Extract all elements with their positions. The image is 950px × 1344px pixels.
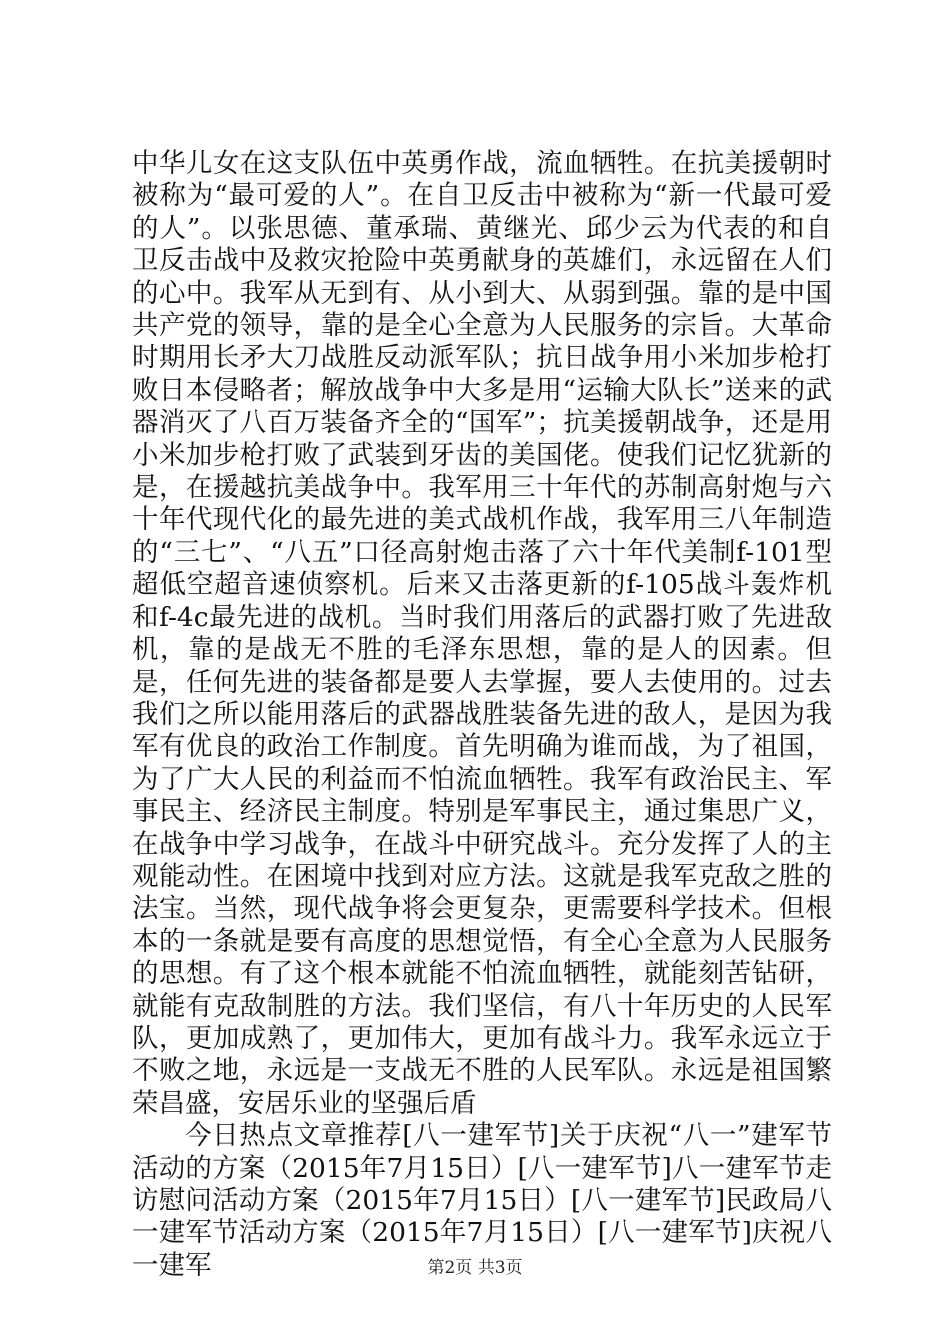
page-number-footer: 第2页 共3页 xyxy=(427,1258,523,1278)
body-paragraph-2: 今日热点文章推荐[八一建军节]关于庆祝“八一”建军节活动的方案（2015年7月15日）[八一建军节]八一建军节走访慰问活动方案（2015年7月15日）[八一建军节]民政局八一建军节活动方案（2015年7月15日）[八一建军节]庆祝八一建军 xyxy=(132,1120,832,1281)
body-paragraph-1: 中华儿女在这支队伍中英勇作战，流血牺牲。在抗美援朝时被称为“最可爱的人”。在自卫反击中被称为“新一代最可爱的人”。以张思德、董承瑞、黄继光、邱少云为代表的和自卫反击战中及救灾抢险中英勇献身的英雄们，永远留在人们的心中。我军从无到有、从小到大、从弱到强。靠的是中国共产党的领导，靠的是全心全意为人民服务的宗旨。大革命时期用长矛大刀战胜反动派军队；抗日战争用小米加步枪打败日本侵略者；解放战争中大多是用“运输大队长”送来的武器消灭了八百万装备齐全的“国军”；抗美援朝战争，还是用小米加步枪打败了武装到牙齿的美国佬。使我们记忆犹新的是，在援越抗美战争中。我军用三十年代的苏制高射炮与六十年代现代化的最先进的美式战机作战，我军用三八年制造的“三七”、“八五”口径高射炮击落了六十年代美制f-101型超低空超音速侦察机。后来又击落更新的f-105战斗轰炸机和f-4c最先进的战机。当时我们用落后的武器打败了先进敌机，靠的是战无不胜的毛泽东思想，靠的是人的因素。但是，任何先进的装备都是要人去掌握，要人去使用的。过去我们之所以能用落后的武器战胜装备先进的敌人，是因为我军有优良的政治工作制度。首先明确为谁而战，为了祖国，为了广大人民的利益而不怕流血牺牲。我军有政治民主、军事民主、经济民主制度。特别是军事民主，通过集思广义，在战争中学习战争，在战斗中研究战斗。充分发挥了人的主观能动性。在困境中找到对应方法。这就是我军克敌之胜的法宝。当然，现代战争将会更复杂，更需要科学技术。但根本的一条就是要有高度的思想觉悟，有全心全意为人民服务的思想。有了这个根本就能不怕流血牺牲，就能刻苦钻研，就能有克敌制胜的方法。我们坚信，有八十年历史的人民军队，更加成熟了，更加伟大，更加有战斗力。我军永远立于不败之地，永远是一支战无不胜的人民军队。永远是祖国繁荣昌盛，安居乐业的坚强后盾 xyxy=(132,148,832,1119)
document-body xyxy=(132,148,832,1282)
